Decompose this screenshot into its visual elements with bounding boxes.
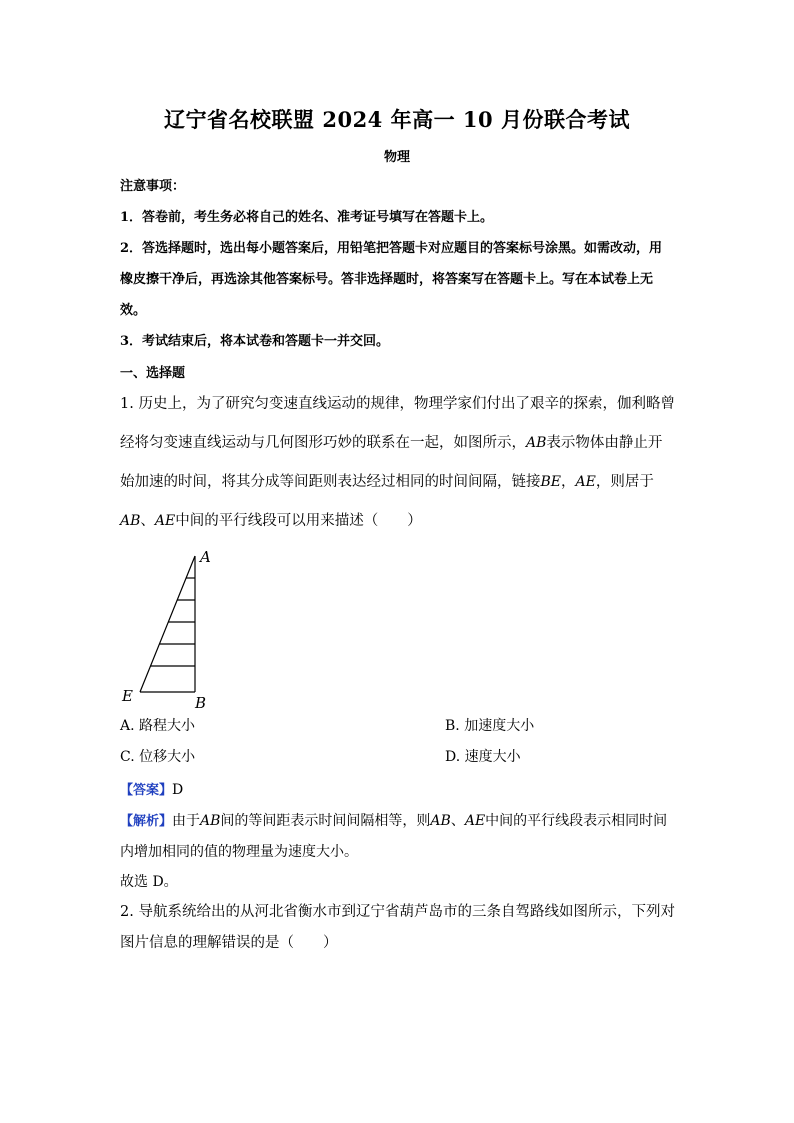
q1-sep: ，: [561, 474, 576, 490]
notes-heading: 注意事项：: [120, 179, 186, 194]
question-2-stem: 2. 导航系统给出的从河北省衡水市到辽宁省葫芦岛市的三条自驾路线如图所示，下列对图片信息的理解错误的是（ ）: [120, 904, 675, 951]
notes-item-3: 3．考试结束后，将本试卷和答题卡一并交回。: [120, 334, 390, 349]
q1-text-3: ，则居于: [595, 474, 654, 490]
q1-text-2: 表示物体由静止开始加速的时间，将其分成等间距则表达经过相同的时间间隔，链接: [120, 435, 663, 490]
subject-heading: 物理: [383, 150, 410, 165]
option-d: D. 速度大小: [445, 749, 521, 765]
q1-sep-2: 、: [140, 513, 155, 529]
q1-math-be: BE: [540, 474, 562, 490]
q1-text-4: 中间的平行线段可以用来描述（ ）: [175, 513, 422, 529]
option-a: A. 路程大小: [120, 718, 196, 734]
conclusion-line: 故选 D。: [120, 874, 178, 890]
q1-math-ae: AE: [575, 474, 596, 490]
answer-tag: 【答案】: [120, 783, 173, 798]
analysis-text-3: 中间的平行线段表示相同时间内增加相同的值的物理量为速度大小。: [120, 813, 668, 860]
analysis-text-2: 间的等间距表示时间间隔相等，则: [220, 813, 431, 829]
option-c: C. 位移大小: [120, 749, 196, 765]
triangle-figure: [120, 544, 230, 714]
analysis-tag: 【解析】: [120, 814, 173, 829]
answer-value: D: [172, 782, 184, 798]
q1-text-1: 1. 历史上，为了研究匀变速直线运动的规律，物理学家们付出了艰辛的探索，伽利略曾经将匀变速直线运动与几何图形巧妙的联系在一起，如图所示，: [120, 396, 675, 451]
option-b: B. 加速度大小: [445, 718, 535, 734]
analysis-math-ae: AE: [464, 813, 486, 829]
q1-math-ab-2: AB: [120, 513, 141, 529]
analysis-math-ab: AB: [200, 813, 221, 829]
notes-item-2: 2．答选择题时，选出每小题答案后，用铅笔把答题卡对应题目的答案标号涂黑。如需改动，用橡皮擦干净后，再选涂其他答案标号。答非选择题时，将答案写在答题卡上。写在本试卷上无效。: [120, 241, 663, 318]
label-b: B: [195, 694, 207, 712]
notes-section: [120, 171, 675, 357]
question-1-stem: [120, 385, 675, 541]
analysis-paragraph: [120, 806, 675, 868]
answer-line: [120, 775, 675, 806]
q1-math-ab: AB: [526, 435, 547, 451]
analysis-sep: 、: [450, 813, 465, 829]
label-a: A: [200, 548, 211, 566]
notes-item-1: 1．答卷前，考生务必将自己的姓名、准考证号填写在答题卡上。: [120, 210, 494, 225]
label-e: E: [122, 687, 133, 705]
line-ea: [140, 556, 195, 692]
page-title: 辽宁省名校联盟 2024 年高一 10 月份联合考试: [164, 107, 630, 132]
analysis-text-1: 由于: [172, 813, 201, 829]
q1-math-ae-2: AE: [154, 513, 176, 529]
section-heading: 一、选择题: [120, 366, 186, 381]
analysis-math-ab-2: AB: [430, 813, 451, 829]
